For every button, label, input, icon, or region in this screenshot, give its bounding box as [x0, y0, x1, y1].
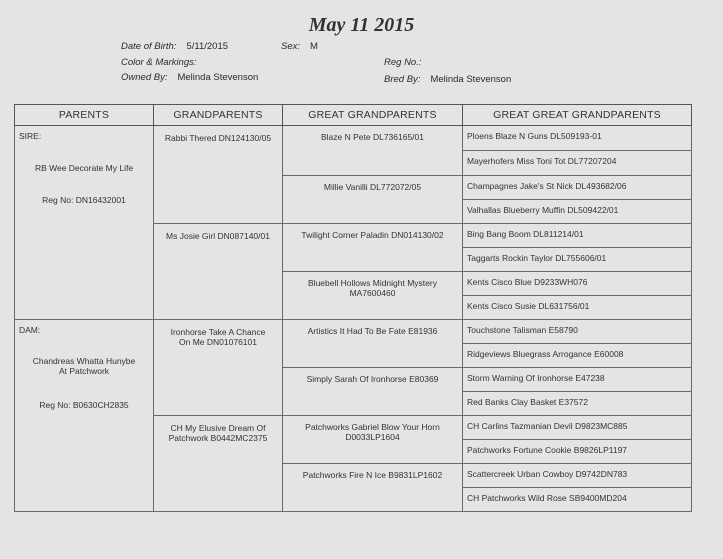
- great-grandparent: Twilight Corner Paladin DN014130/02: [283, 224, 463, 272]
- great-great-grandparent: Patchworks Fortune Cookie B9826LP1197: [463, 440, 692, 464]
- dam-cell: [15, 320, 154, 512]
- dob-label: Date of Birth:: [121, 41, 177, 52]
- sex-value: M: [310, 41, 318, 52]
- great-great-grandparent: Kents Cisco Blue D9233WH076: [463, 272, 692, 296]
- bred-label: Bred By:: [384, 74, 421, 85]
- sex: [281, 41, 318, 52]
- col-great-great-grandparents: GREAT GREAT GRANDPARENTS: [463, 105, 692, 126]
- great-grandparent: Blaze N Pete DL736165/01: [283, 126, 463, 176]
- great-grandparent: Bluebell Hollows Midnight Mystery MA7600460: [283, 272, 463, 320]
- great-grandparent: Simply Sarah Of Ironhorse E80369: [283, 368, 463, 416]
- great-grandparent: Artistics It Had To Be Fate E81936: [283, 320, 463, 368]
- reg-no: [384, 57, 432, 68]
- great-great-grandparent: Taggarts Rockin Taylor DL755606/01: [463, 248, 692, 272]
- great-great-grandparent: Kents Cisco Susie DL631756/01: [463, 296, 692, 320]
- bred-by: [384, 74, 511, 85]
- great-great-grandparent: Storm Warning Of Ironhorse E47238: [463, 368, 692, 392]
- great-great-grandparent: CH Carlins Tazmanian Devil D9823MC885: [463, 416, 692, 440]
- great-great-grandparent: Touchstone Talisman E58790: [463, 320, 692, 344]
- dam-label: DAM:: [19, 325, 41, 335]
- date-of-birth: [121, 41, 228, 52]
- grandparent: [154, 320, 283, 416]
- owned-by: [121, 72, 258, 83]
- pedigree-header-row: [15, 105, 692, 126]
- great-grandparent: Patchworks Gabriel Blow Your Horn D0033LP1604: [283, 416, 463, 464]
- owned-label: Owned By:: [121, 72, 168, 83]
- sire-cell: [15, 126, 154, 320]
- grandparent: Ms Josie Girl DN087140/01: [154, 224, 283, 320]
- great-great-grandparent: Champagnes Jake's St Nick DL493682/06: [463, 176, 692, 200]
- great-great-grandparent: Ridgeviews Bluegrass Arrogance E60008: [463, 344, 692, 368]
- color-markings: [121, 57, 207, 68]
- great-great-grandparent: Bing Bang Boom DL811214/01: [463, 224, 692, 248]
- bred-value: Melinda Stevenson: [430, 74, 512, 85]
- grandparent-name: CH My Elusive Dream Of Patchwork B0442MC2375: [168, 423, 268, 443]
- color-label: Color & Markings:: [121, 57, 197, 68]
- sire-label: SIRE:: [19, 131, 42, 141]
- sire-name: RB Wee Decorate My Life: [34, 163, 134, 173]
- sire-reg: Reg No: DN16432001: [42, 195, 126, 205]
- reg-label: Reg No.:: [384, 57, 422, 68]
- great-great-grandparent: Mayerhofers Miss Toni Tot DL77207204: [463, 151, 692, 176]
- grandparent-name: Ironhorse Take A Chance On Me DN01076101: [170, 327, 266, 347]
- great-great-grandparent: Valhallas Blueberry Muffin DL509422/01: [463, 200, 692, 224]
- pedigree-table: [14, 104, 692, 512]
- great-grandparent: Patchworks Fire N Ice B9831LP1602: [283, 464, 463, 512]
- sex-label: Sex:: [281, 41, 301, 52]
- dam-reg: Reg No: B0630CH2835: [39, 400, 129, 410]
- great-great-grandparent: Red Banks Clay Basket E37572: [463, 392, 692, 416]
- great-great-grandparent: CH Patchworks Wild Rose SB9400MD204: [463, 488, 692, 512]
- dob-value: 5/11/2015: [186, 41, 229, 52]
- great-grandparent: Millie Vanilli DL772072/05: [283, 176, 463, 224]
- great-great-grandparent: Scattercreek Urban Cowboy D9742DN783: [463, 464, 692, 488]
- col-great-grandparents: GREAT GRANDPARENTS: [283, 105, 463, 126]
- page-title: May 11 2015: [308, 14, 415, 36]
- owned-value: Melinda Stevenson: [177, 72, 259, 83]
- col-grandparents: GRANDPARENTS: [154, 105, 283, 126]
- grandparent: Rabbi Thered DN124130/05: [154, 126, 283, 224]
- grandparent: [154, 416, 283, 512]
- great-great-grandparent: Ploens Blaze N Guns DL509193-01: [463, 126, 692, 151]
- dam-name: Chandreas Whatta Hunybe At Patchwork: [32, 356, 136, 376]
- col-parents: PARENTS: [15, 105, 154, 126]
